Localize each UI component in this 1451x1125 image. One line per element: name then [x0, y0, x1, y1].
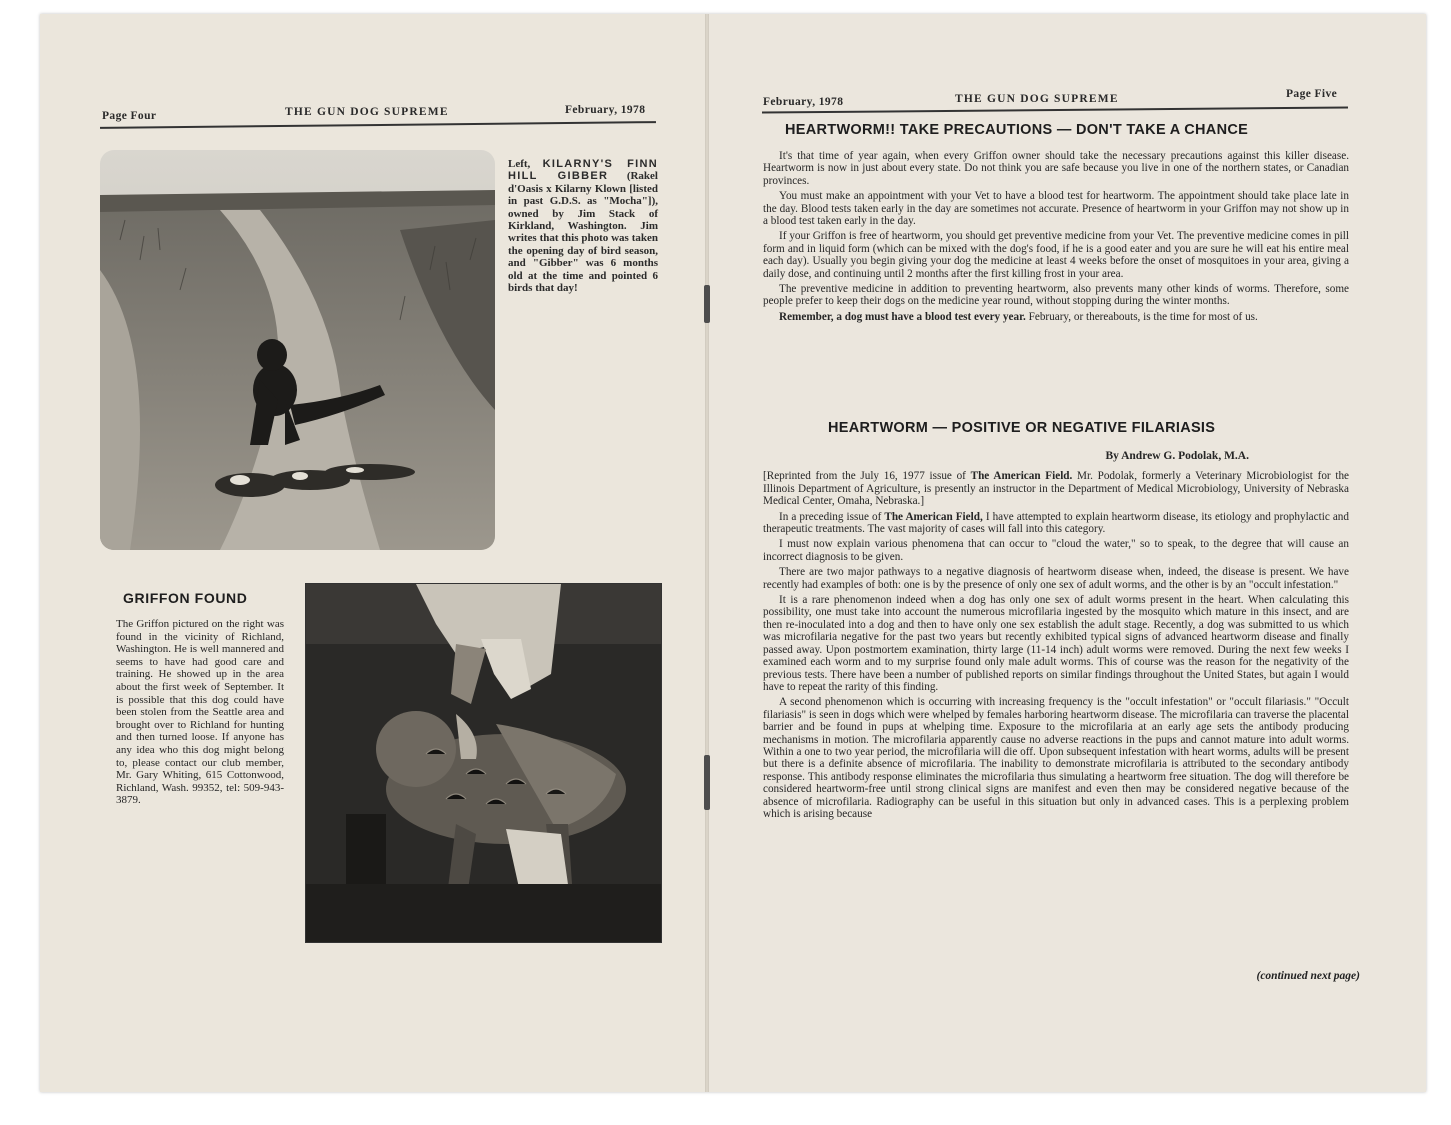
article-2-paragraph-2: I must now explain various phenomena that can occur to "cloud the water," so to speak, to the degree that will cause an incorrect diagnosis to be given. [763, 538, 1349, 563]
article-2-paragraph-1 [763, 511, 1349, 536]
caption-prefix: Left, [508, 158, 531, 170]
left-page-number: Page Four [102, 110, 157, 122]
griffon-found-text [116, 618, 284, 807]
editor-note [763, 470, 1349, 507]
article-2-title: HEARTWORM — POSITIVE OR NEGATIVE FILARIASIS [828, 420, 1216, 436]
right-page-number: Page Five [1286, 88, 1338, 100]
article-1-paragraph-1: It's that time of year again, when every Griffon owner should take the necessary precautions against this killer disease. Heartworm is now in just about every state. Do not think you are safe because you live in one of the northern states, or Canadian provinces. [763, 150, 1349, 187]
caption-mocha: "Mocha" [603, 195, 648, 208]
staple-top [704, 285, 710, 323]
left-header-date: February, 1978 [565, 104, 646, 116]
photo-dog-with-birds [100, 150, 495, 550]
griffon-image [306, 584, 661, 942]
caption-text-3: was 6 months old at the time and pointed 6 birds that day! [508, 257, 659, 295]
article-1-paragraph-2: You must make an appointment with your Vet to have a blood test for heartworm. The appointment should take place late in the day. Blood tests taken early in the day are sometimes not accurate. Presence of heartworm in your Griffon may not show up in a blood test taken early in the day. [763, 190, 1349, 228]
article-2-paragraph-3: There are two major pathways to a negative diagnosis of heartworm disease when, indeed, the disease is present. We have recently had examples of both: one is by the presence of only one sex of adult worms, and the other is by an "occult infestation." [763, 566, 1349, 591]
caption-text-1: [listed in past G.D.S. as [508, 182, 658, 208]
griffon-found-body: The Griffon pictured on the right was found in the vicinity of Richland, Washington. He is well mannered and seems to have had good care and training. He showed up in the area about the first week of September. It is possible that this dog could have been stolen from the Seattle area and brought over to Richland for hunting and then turned loose. If anyone has any idea who this dog might belong to, please contact our club member, Mr. Gary Whiting, 615 Cottonwood, Richland, Wash. 99352, tel: 509-943-3879. [116, 618, 284, 807]
article-2-paragraph-4: It is a rare phenomenon indeed when a dog has only one sex of adult worms present in the heart. When calculating this possibility, one must take into account the numerous microfilaria ingested by the mosquito which mature in this insect, and are then re-inoculated into a dog and then to have only one sex establish the adult stage. Recently, a dog was submitted to us which was microfilaria negative for the past two years but recently exhibited typical signs of advanced heartworm disease and finally passed away. Upon postmortem examination, thirty large (11-14 inch) adult worms were removed. During the next few weeks I examined each worm and to my surprise found only male adult worms. This of course was the reason for the negativity of the previous tests. There have been a number of published reports on similar findings throughout the United States, but again I would have to repeat the rarity of this finding. [763, 594, 1349, 693]
note-start: [Reprinted from the July 16, 1977 issue of [763, 470, 966, 483]
left-running-title: THE GUN DOG SUPREME [285, 106, 449, 118]
reminder-rest: February, or thereabouts, is the time for most of us. [1028, 310, 1258, 323]
right-running-title: THE GUN DOG SUPREME [955, 93, 1119, 105]
photo-caption [508, 158, 658, 294]
article-2-paragraph-5: A second phenomenon which is occurring with increasing frequency is the "occult infestation" or "occult filariasis." "Occult filariasis" is seen in dogs which were whelped by females harboring heartworm disease. The microfilaria can traverse the placental barrier and be found in pups at whelping time. Exposure to the microfilaria at an early age sets the antibody producing mechanisms in motion. The microfilaria apparently cause no adverse reactions in the pups and cannot mature into adult worms. Within a one to two year period, the microfilaria will die off. Upon subsequent infestation with heart worms, adults will be present but there is a definite absence of microfilaria. The inability to demonstrate microfilaria is attributed to the secondary antibody response. This antibody response eliminates the microfilaria thus simulating a heartworm free situation. The dog will therefore be considered heartworm-free until strong clinical signs are manifest and even then may be considered negative because of the absence of microfilaria. Radiography can be useful in this situation but only in advanced cases. This is a perplexing problem which is arising because [763, 696, 1349, 820]
article-1-paragraph-4: The preventive medicine in addition to preventing heartworm, also prevents many other kinds of worms. Therefore, some people prefer to keep their dogs on the medicine year round, without stopping during the winter months. [763, 283, 1349, 308]
continued-note: (continued next page) [1256, 970, 1360, 982]
photo-found-griffon [305, 583, 662, 943]
staple-bottom [704, 755, 710, 810]
article-1-title: HEARTWORM!! TAKE PRECAUTIONS — DON'T TAKE A CHANCE [785, 122, 1249, 138]
caption-gibber: "Gibber" [532, 257, 579, 270]
dog-name: KILARNY'S FINN HILL GIBBER [508, 158, 658, 183]
caption-text-2: ]), owned by Jim Stack of Kirkland, Washington. Jim writes that this photo was taken the opening day of bird season, and [508, 195, 658, 270]
article-1-paragraph-5 [763, 311, 1349, 323]
note-end: Mr. Podolak, formerly a Veterinary Microbiologist for the Illinois Department of Agriculture, is presently an instructor in the Department of Medical Microbiology, University of Nebraska Medical Center, Omaha, Nebraska.] [763, 470, 1350, 508]
right-header-date: February, 1978 [763, 96, 844, 108]
article-2-body [763, 450, 1349, 823]
p1-source: The American Field, [884, 510, 983, 523]
caption-pedigree: (Rakel d'Oasis x Kilarny Klown [508, 170, 658, 195]
dog-field-image [100, 150, 495, 550]
note-source: The American Field. [970, 470, 1073, 483]
p1-end: I have attempted to explain heartworm disease, its etiology and prophylactic and therapeutic treatments. The vast majority of cases will fall into this category. [763, 510, 1349, 536]
article-2-byline: By Andrew G. Podolak, M.A. [1105, 450, 1249, 462]
article-1-paragraph-3: If your Griffon is free of heartworm, you should get preventive medicine from your Vet. The preventive medicine comes in pill form and in liquid form (which can be mixed with the dog's food, if he is a good eater and you are sure he will eat his entire meal each day). Usually you begin giving your dog the medicine at least 4 weeks before the onset of mosquitoes in your area, giving a daily dose, and continuing until 2 months after the first killing frost in your area. [763, 230, 1349, 280]
article-1-body [763, 150, 1349, 326]
p1-start: In a preceding issue of [779, 510, 882, 523]
center-fold [705, 14, 709, 1092]
griffon-found-title: GRIFFON FOUND [123, 590, 248, 606]
reminder-bold: Remember, a dog must have a blood test every year. [779, 310, 1026, 323]
